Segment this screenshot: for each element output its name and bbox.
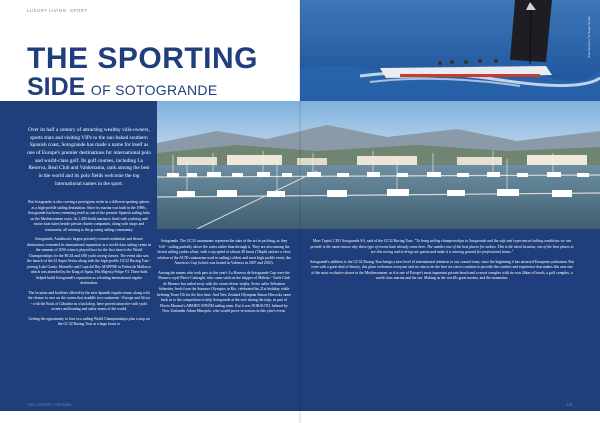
headline-line-1: THE SPORTING — [27, 42, 259, 75]
catamaran-photo — [300, 0, 600, 101]
col1-paragraph-4: Getting the opportunity to host two sailing World Championships plus a stop on the GC32 Racing Tour at a huge boost to — [28, 316, 150, 326]
intro-text: Over its half a century of attracting wealthy villa-owners, sports stars and visiting VIPs to the sun-baked southern Spanish coast, Sotogrande has made a name for itself as one of Europe's premier destinations for international polo and world-class golf. Its golf courses, including La Reserva, Real Club and Valderrama, rank among the best in the world and its polo fields welcome the top international names in the sport. — [27, 127, 151, 187]
headline-line-2 — [27, 75, 258, 100]
col1-paragraph-3: The location and facilities offered by the new Spanish regatta venue, along with the chance to race on the waters that straddle two continents - Europe and Africa - with the Rock of Gibraltar as a backdrop, have proved attractive with yacht owners and boating and sailor teams of the world. — [27, 290, 151, 311]
col2-paragraph-2: Among the names who took part in this year's La Reserva de Sotogrande Cup were the Monaco royal Pierre Casiraghi, who came sixth on the skipper of Malizia - Yacht Club de Monaco but sailed away with the owner-driver trophy. Swiss sailor Sebastien Schneiter, fresh from the Summer Olympics in Rio, celebrated his 21st birthday while helming Team Tilt for the first time. And New Zealand Olympian Simon Hiscocks came back in to the competition to help Sotogrande at the race during the trips, as part of Flavio Marazzi's ARMEN STRÖM sailing team. But it was NORAUTO, helmed by New Zealander Adam Minoprio, who would prove victorious in this year's event. — [157, 270, 292, 313]
col3-paragraph-2: Sotogrande's addition to the GC32 Racing Tour brings a new level of international attention to our coastal town; since the beginning it has attracted European yachtsmen. But even with a great deal of history, this place welcomes everyone and we aim to do the best we can to continue to provide the comfort and experience that makes this area one of the most exclusive shores in the Mediterranean, as it is one of Europe's most important private beach and a resort complex with its own 26km of beach, a golf complex, a world class marina and the sea. Making us the world's great marina, and the mountains. — [310, 259, 574, 280]
intro-paragraph — [27, 127, 151, 188]
col3-lead: Marc Topiol, CEO Sotogrande SA, said of the GC32 Racing Tour: — [312, 239, 415, 243]
body-column-1 — [27, 200, 151, 332]
headline-side: SIDE — [27, 73, 86, 101]
photo-credit: Julia Montojo | 52 Super Series — [587, 16, 591, 58]
body-column-2 — [157, 239, 291, 319]
headline — [27, 44, 258, 100]
col1-paragraph-2: Sotogrande, Andalusia's largest privately-owned residential and leisure destination, cemented its international reputation as a world class sailing venue in the summer of 2016 when it played host for the first time to the World Championships for the RC44 and J/80 yacht racing classes. The event also saw the launch of the 52 Super Series along with the high-profile GC32 Racing Tour - joining Lake Garda, Marseille and Copa del Rey MAPFRE in Palma de Mallorca which was attended by the King of Spain, His Majesty Felipe VI. These both helped build Sotogrande's reputation as a leading international regatta destination. — [27, 237, 151, 285]
col3-quote: "To bring sailing championships to Sotogrande and the safe and experienced sailing conditions we can provide is the main reason why these type of events have already come here. The number one of the best places for sailors. This is the ideal location, one of the best places to see this racing and to bring our guests and make it a winning ground for professional teams." — [310, 239, 574, 254]
col2-paragraph-1: Sotogrande. The GC32 catamarans represent the state of the art in yachting, as they 'foil' - sailing partially above the water rather than through it. They are also among the fastest sailing yachts afloat, with a top speed of almost 40 knots (74kph) and are a close relation of the AC50 catamarans used in sailing's oldest and most high profile event, the America's Cup (which was hosted in Valencia in 2007 and 2010). — [157, 239, 291, 265]
page-number-right: 191 — [566, 402, 573, 407]
headline-sotogrande: OF SOTOGRANDE — [90, 82, 218, 98]
section-label: LUXURY LIVING: SPORT — [27, 8, 88, 13]
body-column-3 — [310, 239, 574, 286]
marina-photo — [157, 101, 600, 229]
page-number-left: 190 LUXURY Andalusia — [27, 402, 72, 407]
spread-gutter — [299, 0, 301, 423]
col1-paragraph-1: But Sotogrande is also carving a prestigious niche in a different sporting sphere, as a high-profile sailing destination. Since its marina was built in the 1980s, Sotogrande has been cementing itself as one of the premier Spanish sailing hubs on the Mediterranean coast. Its 1,400-berth marina is lined with yachting and motor boat tubes beside private charter companies, along with shops and restaurants, all catering to the growing sailing community. — [28, 200, 150, 232]
col3-paragraph-1 — [310, 239, 574, 256]
